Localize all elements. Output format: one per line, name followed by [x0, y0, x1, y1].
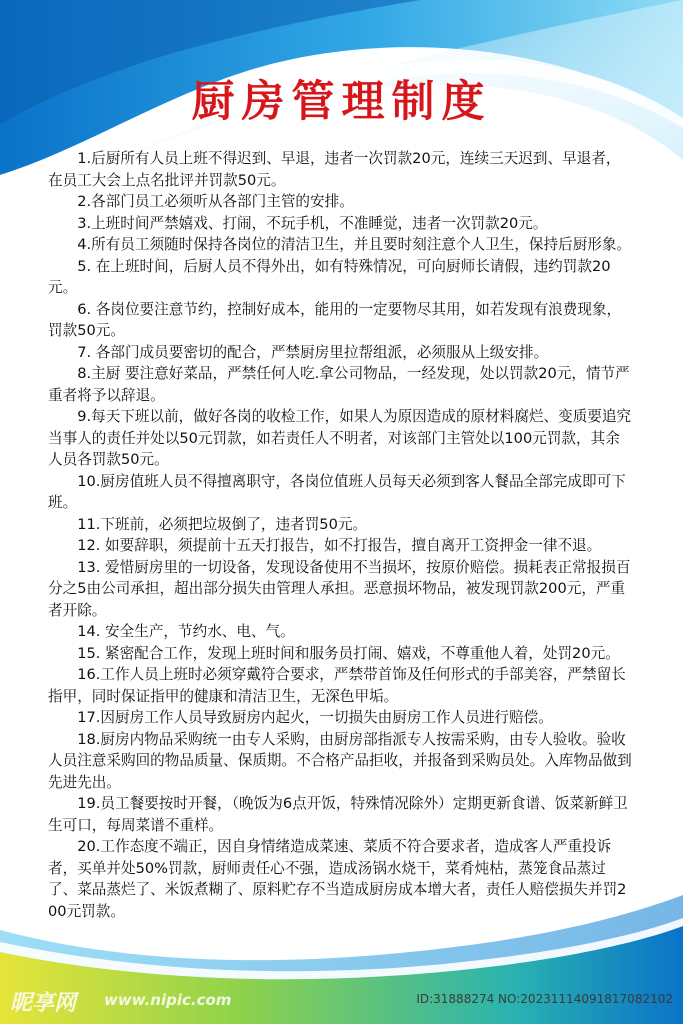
rule-item: 2.各部门员工必须听从各部门主管的安排。: [77, 193, 354, 210]
rule-item: 14. 安全生产，节约水、电、气。: [77, 623, 295, 640]
rule-item: 1.后厨所有人员上班不得迟到、早退，违者一次罚款20元，连续三天迟到、早退者，在员工大会上点名批评并罚款50元。: [48, 150, 621, 189]
rule-item: 12. 如要辞职，须提前十五天打报告，如不打报告，擅自离开工资押金一律不退。: [77, 537, 602, 554]
rule-item: 6. 各岗位要注意节约，控制好成本，能用的一定要物尽其用，如若发现有浪费现象，罚款50元。: [48, 300, 622, 339]
watermark-logo: 昵享网: [10, 991, 77, 1016]
rule-item: 20.工作态度不端正，因自身情绪造成菜速、菜质不符合要求者，造成客人严重投诉者，买单并处50%罚款，厨师责任心不强，造成汤锅水烧干，菜肴炖枯，蒸笼食品蒸过了、菜品蒸烂了、米饭煮糊了、原料贮存不当造成厨房成本增大者，责任人赔偿损失并罚200元罚款。: [48, 838, 627, 920]
rule-item: 16.工作人员上班时必须穿戴符合要求，严禁带首饰及任何形式的手部美容，严禁留长指甲，同时保证指甲的健康和清洁卫生，无深色甲垢。: [48, 666, 626, 705]
rule-item: 5. 在上班时间，后厨人员不得外出，如有特殊情况，可向厨师长请假，违约罚款20元。: [48, 257, 611, 296]
rule-item: 9.每天下班以前，做好各岗的收检工作，如果人为原因造成的原材料腐烂、变质要追究当事人的责任并处以50元罚款，如若责任人不明者，对该部门主管处以100元罚款，其余人员各罚款50元。: [48, 408, 632, 468]
rule-item: 17.因厨房工作人员导致厨房内起火，一切损失由厨房工作人员进行赔偿。: [77, 709, 553, 726]
watermark-id: ID:31888274 NO:20231114091817082102: [416, 992, 673, 1006]
rule-item: 3.上班时间严禁嬉戏、打闹，不玩手机，不准睡觉，违者一次罚款20元。: [77, 214, 548, 232]
rule-item: 15. 紧密配合工作，发现上班时间和服务员打闹、嬉戏，不尊重他人着，处罚20元。: [77, 644, 620, 662]
rule-item: 7. 各部门成员要密切的配合，严禁厨房里拉帮组派，必须服从上级安排。: [77, 343, 549, 361]
watermark-url: www.nipic.com: [104, 991, 232, 1009]
rule-item: 11.下班前，必须把垃圾倒了，违者罚50元。: [77, 515, 368, 533]
rule-item: 4.所有员工须随时保持各岗位的清洁卫生，并且要时刻注意个人卫生，保持后厨形象。: [77, 236, 632, 253]
rule-item: 18.厨房内物品采购统一由专人采购，由厨房部指派专人按需采购，由专人验收。验收人员注意采购回的物品质量、保质期。不合格产品拒收，并报备到采购员处。入库物品做到先进先出。: [48, 730, 632, 791]
rule-item: 10.厨房值班人员不得擅离职守，各岗位值班人员每天必须到客人餐品全部完成即可下班。: [48, 472, 626, 511]
poster-title: 厨房管理制度: [191, 77, 492, 127]
rule-item: 8.主厨 要注意好菜品，严禁任何人吃.拿公司物品，一经发现，处以罚款20元，情节严重者将予以辞退。: [48, 365, 630, 404]
rule-item: 13. 爱惜厨房里的一切设备，发现设备使用不当损坏，按原价赔偿。损耗表正常报损百分之5由公司承担，超出部分损失由管理人承担。恶意损坏物品，被发现罚款200元，严重者开除。: [48, 558, 631, 619]
rules-list: [48, 148, 634, 922]
rule-item: 19.员工餐要按时开餐，（晚饭为6点开饭，特殊情况除外）定期更新食谱、饭菜新鲜卫生可口，每周菜谱不重样。: [48, 795, 628, 834]
